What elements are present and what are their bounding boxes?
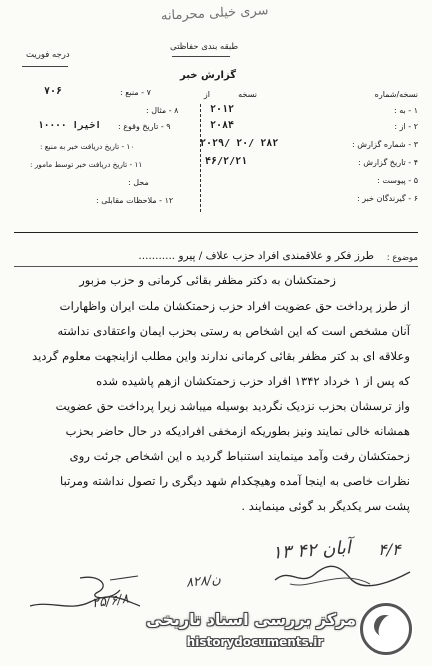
source-value: ۷۰۶: [44, 86, 63, 97]
body-line-9: پشت سر یکدیگر بد گوئی مینمایند .: [241, 499, 410, 513]
report-number-label: نسخه/شماره: [374, 90, 418, 99]
from-label: از: [203, 90, 210, 99]
handwritten-ref-middle: ۸۲۸/ن: [185, 572, 222, 591]
body-line-6: همشانه خالی نمایند ونیز بطوریکه ازمخفی افرادیکه در حال حاضر بحزب: [65, 424, 410, 438]
occurrence-date-label: ۹ - تاریخ وقوع :: [118, 122, 171, 131]
considerations-label: ۱۲ - ملاحظات مقابلی :: [96, 196, 174, 205]
protection-class-label: طبقه بندی حفاظتی: [170, 42, 239, 52]
occurrence-date-value: ۱۰۰۰۰ اخیرا: [38, 120, 101, 131]
body-line-3: وعلاقه ای بد کتر مظفر بقائی کرمانی ندارند واین مطلب ازاینجهت معلوم گردید: [32, 349, 410, 363]
body-heading: زحمتکشان به دکتر مظفر بقائی کرمانی و حزب مزبور: [79, 273, 336, 287]
signature-scribble-top: [270, 562, 420, 592]
signature-scribble-left: [20, 572, 150, 624]
subject-label: موضوع :: [386, 253, 418, 263]
report-date-label: ۴ - تاریخ گزارش :: [357, 158, 418, 167]
to-value: ۲۰۱۲: [210, 104, 235, 115]
body-line-2: آنان مشخص است که این اشخاص به رستی بحزب ایمان واعتقادی نداشته: [57, 324, 410, 338]
report-no-value: ۲۰۲۹/ ۲۰/ ۲۸۲: [200, 138, 279, 149]
example-label: ۸ - مثال :: [146, 106, 179, 115]
recipients-label: ۶ - گیرندگان خبر :: [356, 194, 418, 203]
receipt-date-agent-label: ۱۱ - تاریخ دریافت خبر توسط مامور :: [30, 160, 143, 169]
archive-logo-icon: [360, 603, 412, 655]
source-label: ۷ - منبع :: [120, 88, 151, 97]
place-label: محل :: [128, 178, 149, 187]
handwritten-date-left: ۲۵/۶/۸: [91, 591, 130, 612]
body-line-7: زحمتکشان رفت وآمد مینمایند استنباط گردید ه این اشخاص جرئت روی: [69, 449, 410, 463]
subject-text: طرز فکر و علاقمندی افراد حزب علاف / پیرو ...........: [138, 250, 374, 262]
handwritten-stamp-number: ۱۳ آبان ۴۲: [271, 537, 352, 564]
attachment-label: ۵ - پیوست :: [377, 176, 418, 185]
report-title: گزارش خبر: [180, 70, 237, 81]
handwritten-note-right: ۴/۴: [378, 540, 401, 559]
copy-label: نسخه: [238, 90, 257, 99]
top-classification-stamp: سری خیلی محرمانه: [160, 3, 269, 24]
from-row-value: ۲۰۸۴: [210, 120, 235, 131]
report-no-label: ۳ - شماره گزارش :: [352, 140, 418, 149]
receipt-date-source-label: ۱۰ - تاریخ دریافت خبر به منبع :: [40, 142, 135, 151]
body-line-5: واز ترسشان بحزب نزدیک نگردید بوسیله میباشد زیرا پرداخت حق عضویت: [55, 399, 410, 413]
urgency-label: درجه فوریت: [26, 50, 70, 60]
watermark-url: historydocuments.ir: [186, 635, 324, 649]
body-line-1: از طرز پرداخت حق عضویت افراد حزب زحمتکشان ملت ایران واظهارات: [59, 299, 410, 313]
from-row-label: ۲ - از :: [394, 122, 418, 131]
to-label: ۱ - به :: [393, 106, 418, 115]
body-line-4: که پس از ۱ خرداد ۱۳۴۲ افراد حزب زحمتکشان ازهم پاشیده شده: [96, 374, 410, 388]
watermark-text: مرکز بررسی اسناد تاریخی: [146, 610, 356, 629]
body-line-8: نظرات خاصی به اینجا آمده وهیچکدام شهد دیگری را تصول نداشته ومرتبا: [60, 474, 410, 488]
report-date-value: ۴۶/۲/۲۱: [205, 156, 248, 167]
